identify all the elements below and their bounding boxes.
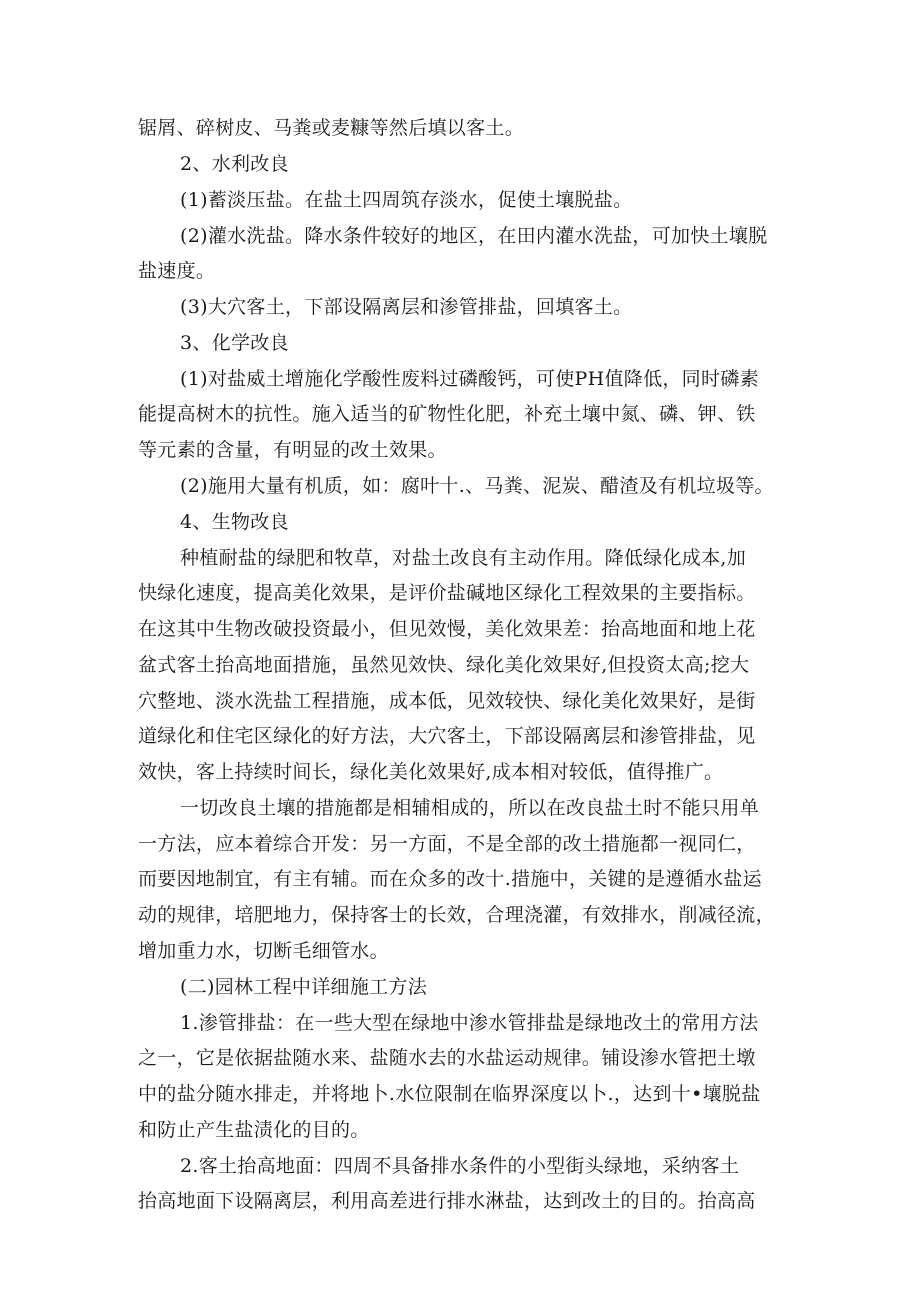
body-text-line: 在这其中生物改破投资最小，但见效慢，美化效果差：抬高地面和地上花 xyxy=(138,618,756,640)
list-item: (2)灌水洗盐。降水条件较好的地区，在田内灌水洗盐，可加快土壤脱 xyxy=(180,225,768,247)
body-text-line: 能提高树木的抗性。施入适当的矿物性化肥，补充土壤中氮、磷、钾、铁 xyxy=(138,403,756,425)
list-item: 2.客土抬高地面：四周不具备排水条件的小型街头绿地，采纳客土 xyxy=(180,1155,740,1177)
body-text-line: 盐速度。 xyxy=(138,260,216,282)
list-item: (1)对盐威土增施化学酸性废料过磷酸钙，可使PH值降低，同时磷素 xyxy=(180,368,759,390)
body-text-line: 抬高地面下设隔离层，利用高差进行排水淋盐，达到改土的目的。抬高高 xyxy=(138,1190,756,1212)
body-text-line: 效快，客上持续时间长，绿化美化效果好,成本相对较低，值得推广。 xyxy=(138,761,724,783)
body-text-line: 中的盐分随水排走，并将地卜.水位限制在临界深度以卜.，达到十•壤脱盐 xyxy=(138,1083,761,1105)
body-text-line: 道绿化和住宅区绿化的好方法，大穴客土，下部设隔离层和渗管排盐，见 xyxy=(138,725,756,747)
list-item: (2)施用大量有机质，如：腐叶十.、马粪、泥炭、醋渣及有机垃圾等。 xyxy=(180,475,774,497)
list-item: (1)蓄淡压盐。在盐土四周筑存淡水，促使土壤脱盐。 xyxy=(180,189,633,211)
body-text-line: 之一，它是依据盐随水来、盐随水去的水盐运动规律。铺设渗水管把土墩 xyxy=(138,1047,756,1069)
body-text-line: 穴整地、淡水洗盐工程措施，成本低，见效较快、绿化美化效果好，是街 xyxy=(138,690,756,712)
body-text-line: 而要因地制宜，有主有辅。而在众多的改十.措施中，关键的是遵循水盐运 xyxy=(138,868,762,890)
body-text-line: 增加重力水，切断毛细管水。 xyxy=(138,940,389,962)
body-text-line: 一方法，应本着综合开发：另一方面，不是全部的改土措施都一视同仁， xyxy=(138,833,756,855)
section-heading: (二)园林工程中详细施工方法 xyxy=(180,976,428,998)
body-text-line: 一切改良土壤的措施都是相辅相成的，所以在改良盐土时不能只用单 xyxy=(180,797,760,819)
section-heading: 4、生物改良 xyxy=(180,511,289,533)
body-text-line: 种植耐盐的绿肥和牧草，对盐土改良有主动作用。降低绿化成本,加 xyxy=(180,547,747,569)
section-heading: 3、化学改良 xyxy=(180,332,289,354)
body-text-line: 锯屑、碎树皮、马粪或麦糠等然后填以客土。 xyxy=(138,117,525,139)
body-text-line: 盆式客土抬高地面措施，虽然见效快、绿化美化效果好,但投资太高;挖大 xyxy=(138,654,750,676)
body-text-line: 快绿化速度，提高美化效果，是评价盐碱地区绿化工程效果的主要指标。 xyxy=(138,582,756,604)
list-item: 1.渗管排盐：在一些大型在绿地中渗水管排盐是绿地改土的常用方法 xyxy=(180,1012,759,1034)
body-text-line: 和防止产生盐渍化的目的。 xyxy=(138,1119,370,1141)
list-item: (3)大穴客土，下部设隔离层和渗管排盐，回填客土。 xyxy=(180,296,633,318)
body-text-line: 等元素的含量，有明显的改土效果。 xyxy=(138,439,447,461)
section-heading: 2、水利改良 xyxy=(180,153,289,175)
body-text-line: 动的规律，培肥地力，保持客士的长效，合理浇灌，有效排水，削减径流， xyxy=(138,904,775,926)
